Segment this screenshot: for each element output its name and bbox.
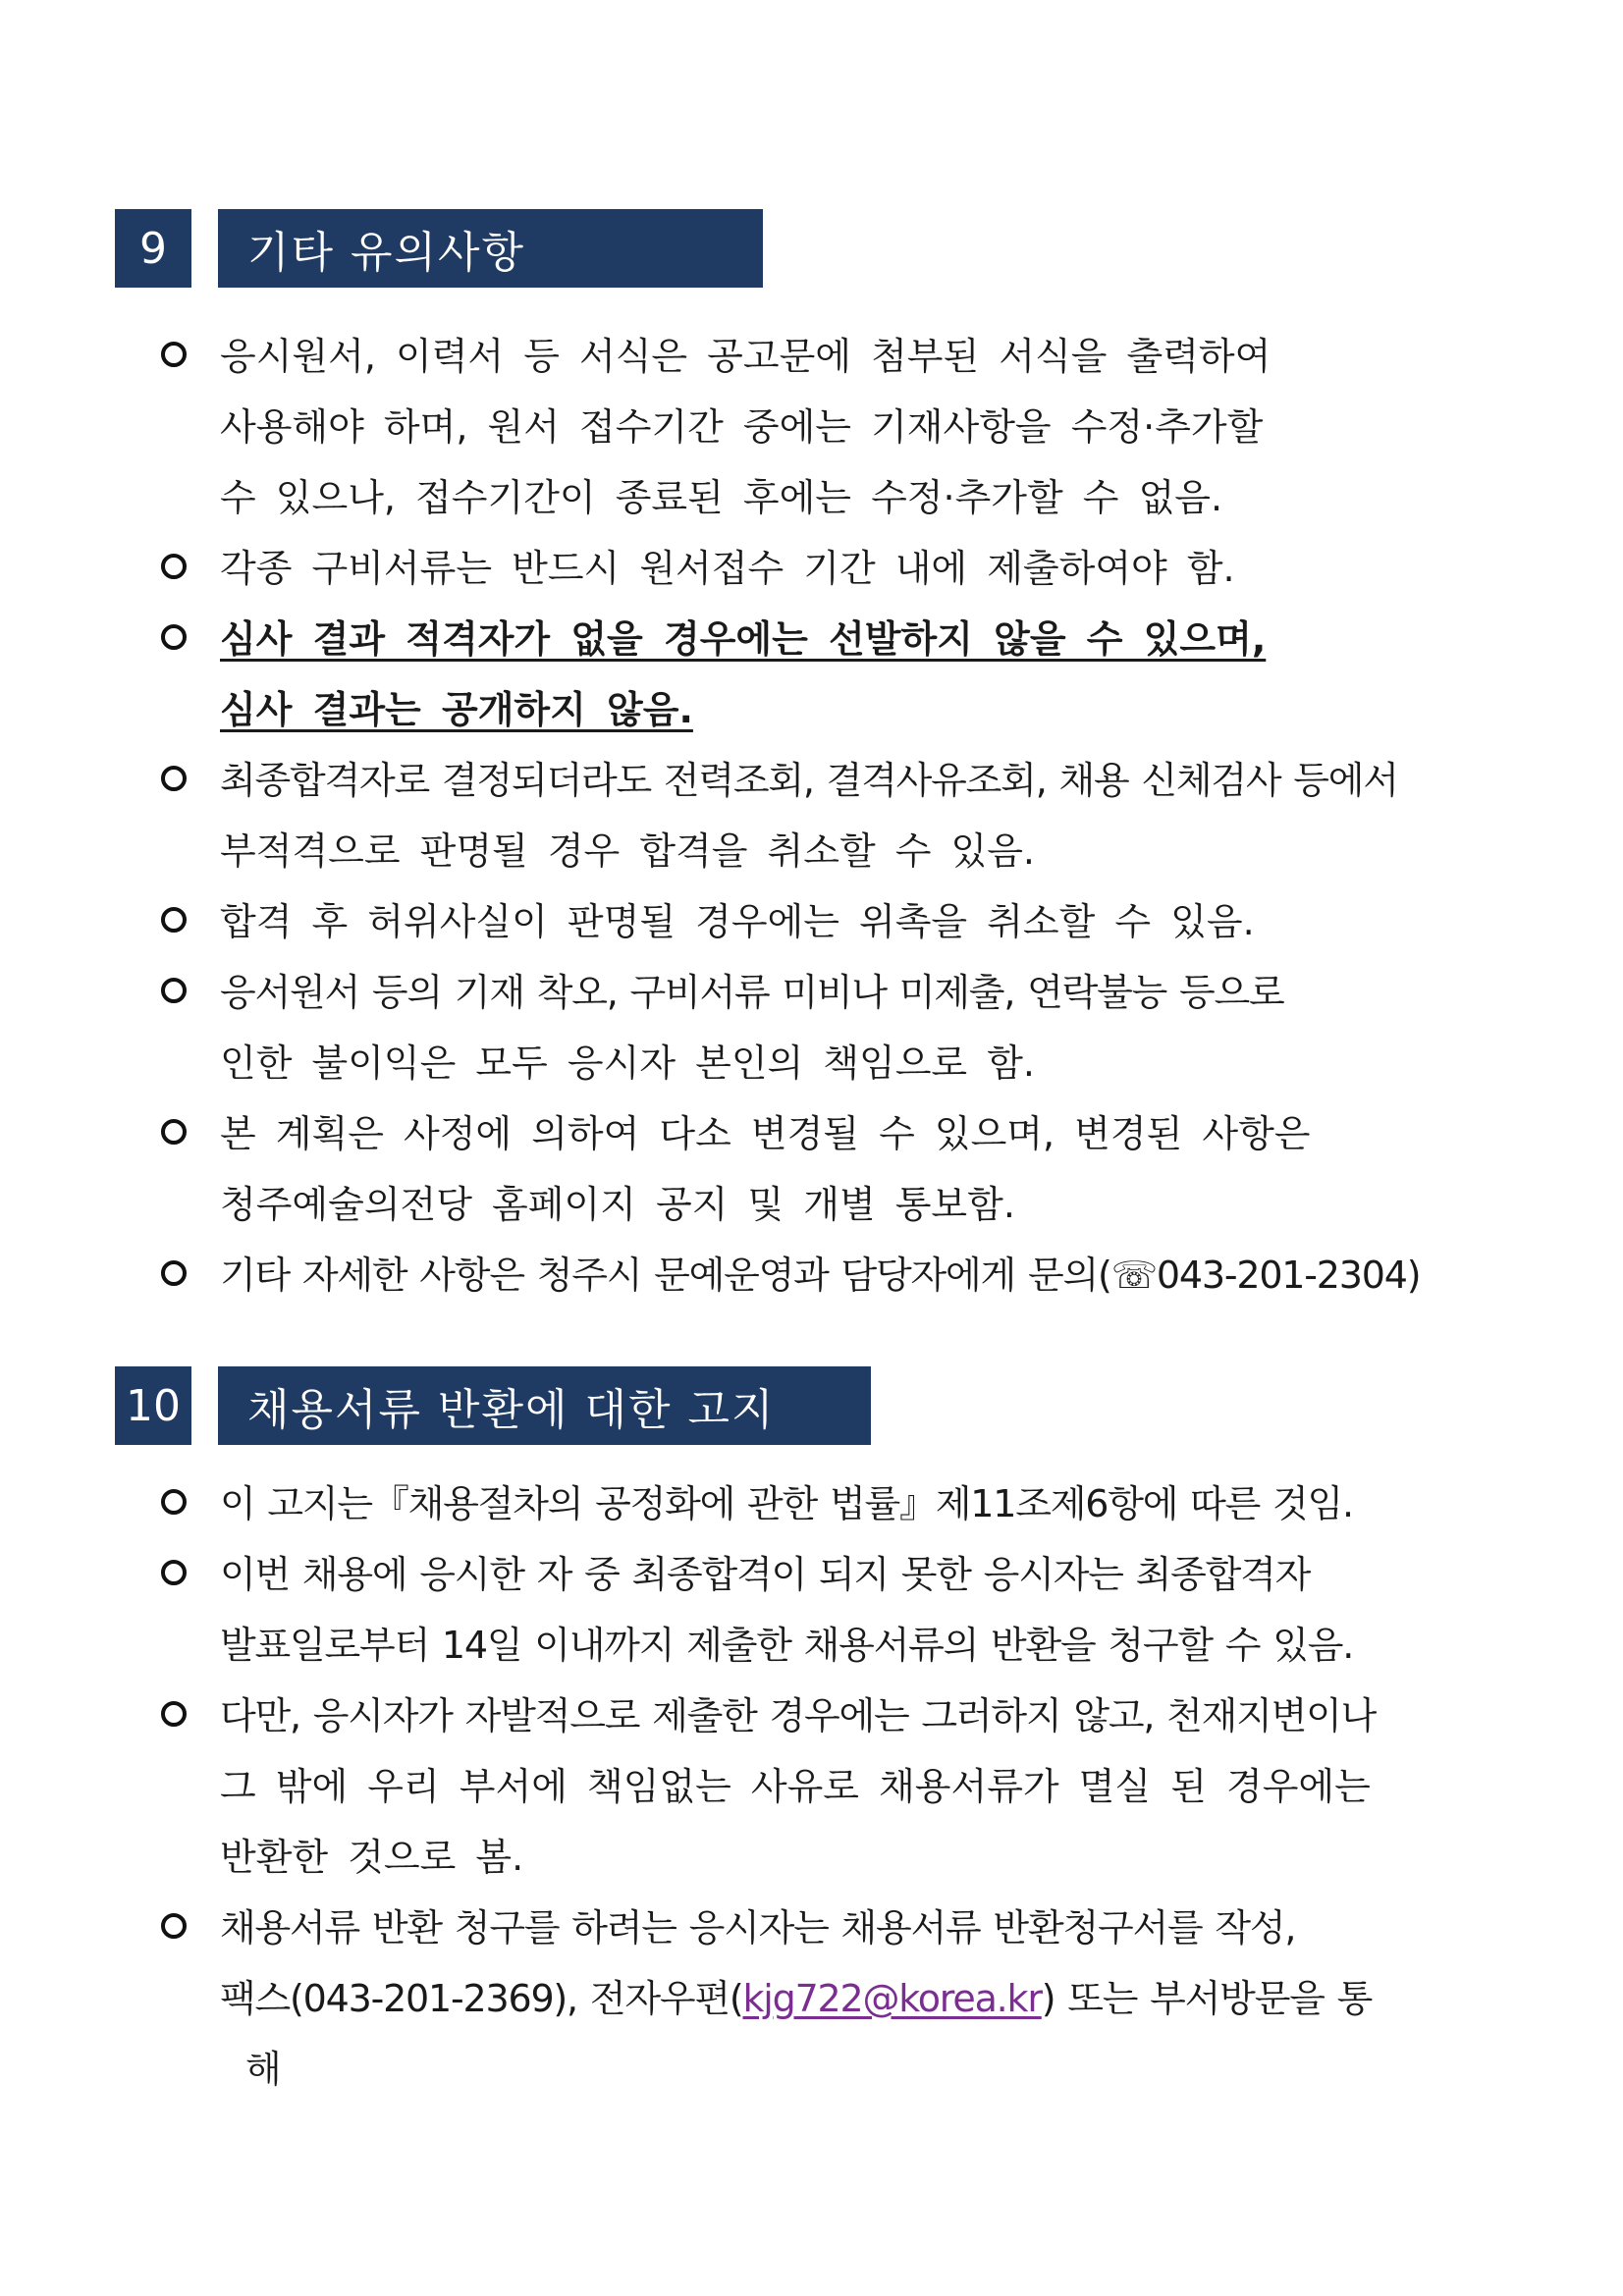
emphasis-text: 심사 결과는 공개하지 않음. bbox=[220, 688, 693, 731]
item-text: 발표일로부터 14일 이내까지 제출한 채용서류의 반환을 청구할 수 있음. bbox=[220, 1624, 1354, 1667]
circle-bullet-icon bbox=[161, 978, 187, 1003]
list-item bbox=[157, 1468, 1512, 1539]
item-text: 기타 자세한 사항은 청주시 문예운영과 담당자에게 문의(☏043-201-2304) bbox=[220, 1254, 1421, 1297]
email-link[interactable]: kjg722@korea.kr bbox=[742, 1977, 1042, 2020]
item-text: 이 고지는『채용절차의 공정화에 관한 법률』제11조제6항에 따른 것임. bbox=[220, 1482, 1353, 1525]
section-number: 10 bbox=[115, 1366, 191, 1445]
item-text: 부적격으로 판명될 경우 합격을 취소할 수 있음. bbox=[220, 829, 1036, 873]
item-text: 이번 채용에 응시한 자 중 최종합격이 되지 못한 응시자는 최종합격자 bbox=[220, 1553, 1311, 1596]
circle-bullet-icon bbox=[161, 624, 187, 650]
circle-bullet-icon bbox=[161, 1119, 187, 1145]
item-text: 합격 후 허위사실이 판명될 경우에는 위촉을 취소할 수 있음. bbox=[220, 900, 1255, 943]
emphasis-text: 심사 결과 적격자가 없을 경우에는 선발하지 않을 수 있으며, bbox=[220, 617, 1267, 661]
item-text-suffix: ) 또는 부서방문을 통 bbox=[1041, 1977, 1373, 2020]
fax-text: 팩스(043-201-2369), 전자우편( bbox=[220, 1977, 743, 2020]
item-text: 응시원서, 이력서 등 서식은 공고문에 첨부된 서식을 출력하여 bbox=[220, 335, 1271, 378]
circle-bullet-icon bbox=[161, 1560, 187, 1585]
item-text: 각종 구비서류는 반드시 원서접수 기간 내에 제출하여야 함. bbox=[220, 547, 1235, 590]
item-text: 해 bbox=[245, 2048, 282, 2091]
item-text: 응서원서 등의 기재 착오, 구비서류 미비나 미제출, 연락불능 등으로 bbox=[220, 971, 1284, 1014]
section-9-list bbox=[157, 321, 1512, 1310]
circle-bullet-icon bbox=[161, 1260, 187, 1286]
list-item bbox=[157, 886, 1512, 957]
circle-bullet-icon bbox=[161, 1701, 187, 1727]
list-item bbox=[157, 1098, 1512, 1240]
item-text: 다만, 응시자가 자발적으로 제출한 경우에는 그러하지 않고, 천재지변이나 bbox=[220, 1694, 1377, 1737]
list-item bbox=[157, 321, 1512, 533]
item-text: 인한 불이익은 모두 응시자 본인의 책임으로 함. bbox=[220, 1041, 1036, 1085]
list-item bbox=[157, 1240, 1512, 1310]
circle-bullet-icon bbox=[161, 1913, 187, 1939]
circle-bullet-icon bbox=[161, 342, 187, 367]
section-10-list bbox=[157, 1468, 1512, 2105]
circle-bullet-icon bbox=[161, 1489, 187, 1515]
list-item bbox=[157, 1539, 1512, 1681]
item-text: 본 계획은 사정에 의하여 다소 변경될 수 있으며, 변경된 사항은 bbox=[220, 1112, 1311, 1155]
item-text: 반환한 것으로 봄. bbox=[220, 1836, 524, 1879]
circle-bullet-icon bbox=[161, 907, 187, 933]
list-item bbox=[157, 604, 1512, 745]
item-text: 사용해야 하며, 원서 접수기간 중에는 기재사항을 수정·추가할 bbox=[220, 405, 1264, 449]
list-item bbox=[157, 533, 1512, 604]
list-item bbox=[157, 1681, 1512, 1893]
list-item bbox=[157, 957, 1512, 1098]
item-text: 청주예술의전당 홈페이지 공지 및 개별 통보함. bbox=[220, 1183, 1015, 1226]
item-text: 그 밖에 우리 부서에 책임없는 사유로 채용서류가 멸실 된 경우에는 bbox=[220, 1765, 1371, 1808]
section-number: 9 bbox=[115, 209, 191, 288]
item-text: 수 있으나, 접수기간이 종료된 후에는 수정·추가할 수 없음. bbox=[220, 476, 1223, 519]
section-title: 채용서류 반환에 대한 고지 bbox=[218, 1366, 871, 1445]
circle-bullet-icon bbox=[161, 766, 187, 791]
circle-bullet-icon bbox=[161, 554, 187, 579]
item-text: 최종합격자로 결정되더라도 전력조회, 결격사유조회, 채용 신체검사 등에서 bbox=[220, 759, 1398, 802]
item-text-line bbox=[220, 1963, 1512, 2034]
section-title: 기타 유의사항 bbox=[218, 209, 763, 288]
list-item bbox=[157, 745, 1512, 886]
item-text: 채용서류 반환 청구를 하려는 응시자는 채용서류 반환청구서를 작성, bbox=[220, 1906, 1296, 1949]
list-item bbox=[157, 1893, 1512, 2105]
